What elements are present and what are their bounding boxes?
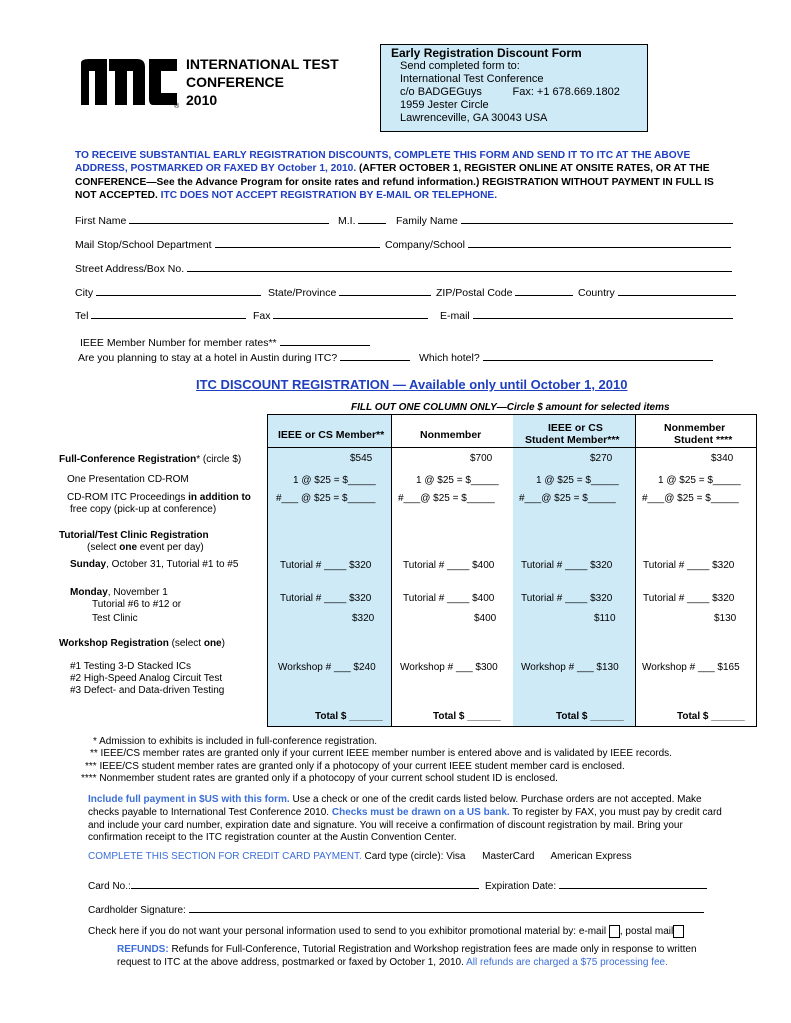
cdrom-cell[interactable]: 1 @ $25 = $_____ xyxy=(536,475,619,486)
expiration-field[interactable]: Expiration Date: xyxy=(485,878,707,892)
total-cell[interactable]: Total $ ______ xyxy=(315,711,383,722)
sunday-tutorial[interactable]: Tutorial # ____ $400 xyxy=(403,560,495,571)
workshop-cell[interactable]: Workshop # ___ $130 xyxy=(521,662,619,673)
cdrom-cell[interactable]: 1 @ $25 = $_____ xyxy=(293,475,376,486)
payment-instructions: Include full payment in $US with this form. Use a check or one of the credit cards listed below. Purchase orders are not accepted. Make checks payable to International Test Conference 2010. Checks must be drawn on a US bank. To register by FAX, you must pay by credit card and include your card number, expiration date and signature. You will receive a confirmation of discount registration by mail. Bring your confirmation receipt to the ITC registration counter at the Austin Convention Center. xyxy=(88,794,722,844)
full-price[interactable]: $700 xyxy=(470,453,493,464)
early-box-heading: Early Registration Discount Form xyxy=(391,46,582,60)
itc-logo xyxy=(79,57,179,107)
section-title: ITC DISCOUNT REGISTRATION — Available only until October 1, 2010 xyxy=(196,377,628,392)
mi-field[interactable]: M.I. xyxy=(338,213,386,227)
monday-tutorial[interactable]: Tutorial # ____ $320 xyxy=(521,593,613,604)
refunds-text: REFUNDS: Refunds for Full-Conference, Tutorial Registration and Workshop registration fees are made only in response to written request to ITC at the above address, postmarked or faxed by October 1, 2010. All refunds are charged a $75 processing fee. xyxy=(117,944,697,968)
early-box-line: Send completed form to: xyxy=(400,60,520,72)
footnote: ** IEEE/CS member rates are granted only if your current IEEE member number is entered above and is validated by IEEE records. xyxy=(90,748,672,759)
row-cdrom: One Presentation CD-ROM xyxy=(67,474,189,485)
col-header: Nonmember xyxy=(420,429,482,441)
header-divider xyxy=(268,447,756,448)
full-price[interactable]: $545 xyxy=(350,453,373,464)
zip-field[interactable]: ZIP/Postal Code xyxy=(436,285,573,299)
ieee-number-field[interactable]: IEEE Member Number for member rates** xyxy=(80,335,370,349)
workshop-cell[interactable]: Workshop # ___ $240 xyxy=(278,662,376,673)
proceedings-cell[interactable]: #___@ $25 = $_____ xyxy=(398,493,495,504)
family-name-field[interactable]: Family Name xyxy=(396,213,733,227)
row-tutorial-heading: Tutorial/Test Clinic Registration xyxy=(59,530,209,541)
card-type-line[interactable]: COMPLETE THIS SECTION FOR CREDIT CARD PAYMENT. Card type (circle): Visa MasterCard American Express xyxy=(88,851,632,862)
total-cell[interactable]: Total $ ______ xyxy=(677,711,745,722)
proceedings-cell[interactable]: #___@ $25 = $_____ xyxy=(642,493,739,504)
street-field[interactable]: Street Address/Box No. xyxy=(75,261,732,275)
row-test-clinic: Test Clinic xyxy=(92,613,138,624)
full-price[interactable]: $270 xyxy=(590,453,613,464)
cdrom-cell[interactable]: 1 @ $25 = $_____ xyxy=(658,475,741,486)
early-registration-box xyxy=(380,44,648,132)
fax-field[interactable]: Fax xyxy=(253,308,428,322)
clinic-price[interactable]: $130 xyxy=(714,613,737,624)
cdrom-cell[interactable]: 1 @ $25 = $_____ xyxy=(416,475,499,486)
row-workshop-heading: Workshop Registration (select one) xyxy=(59,638,225,649)
row-proceedings-note: free copy (pick-up at conference) xyxy=(70,504,217,515)
registration-table xyxy=(267,414,757,727)
row-full-conference: Full-Conference Registration* (circle $) xyxy=(59,454,242,465)
row-monday: Monday, November 1 xyxy=(70,587,168,598)
row-workshop-1: #1 Testing 3-D Stacked ICs xyxy=(70,661,191,672)
full-price[interactable]: $340 xyxy=(711,453,734,464)
total-cell[interactable]: Total $ ______ xyxy=(556,711,624,722)
early-box-line: 1959 Jester Circle xyxy=(400,99,489,111)
mail-stop-field[interactable]: Mail Stop/School Department xyxy=(75,237,380,251)
email-field[interactable]: E-mail xyxy=(440,308,733,322)
workshop-cell[interactable]: Workshop # ___ $300 xyxy=(400,662,498,673)
early-box-line: c/o BADGEGuys Fax: +1 678.669.1802 xyxy=(400,86,620,98)
col-header: IEEE or CS Member** xyxy=(278,429,385,441)
total-cell[interactable]: Total $ ______ xyxy=(433,711,501,722)
sunday-tutorial[interactable]: Tutorial # ____ $320 xyxy=(280,560,372,571)
footnote: **** Nonmember student rates are granted only if a photocopy of your current school student ID is enclosed. xyxy=(81,773,558,784)
sunday-tutorial[interactable]: Tutorial # ____ $320 xyxy=(643,560,735,571)
row-proceedings: CD-ROM ITC Proceedings in addition to xyxy=(67,492,251,503)
col-header: Nonmember xyxy=(664,422,726,434)
registered-mark: ® xyxy=(174,103,180,110)
col-header: IEEE or CS xyxy=(548,422,603,434)
col-header: Student **** xyxy=(674,434,733,446)
state-field[interactable]: State/Province xyxy=(268,285,431,299)
card-number-field[interactable]: Card No.: xyxy=(88,878,479,892)
postal-checkbox[interactable] xyxy=(673,925,684,938)
conference-title: INTERNATIONAL TEST CONFERENCE 2010 xyxy=(186,56,339,108)
intro-text: TO RECEIVE SUBSTANTIAL EARLY REGISTRATION DISCOUNTS, COMPLETE THIS FORM AND SEND IT TO ITC AT THE ABOVE ADDRESS, POSTMARKED OR FAXED BY October 1, 2010. (AFTER OCTOBER 1, REGISTER ONLINE AT ONSITE RATES, OR AT THE CONFERENCE—See the Advance Program for onsite rates and refund information.) REGISTRATION WITHOUT PAYMENT IN FULL IS NOT ACCEPTED. ITC DOES NOT ACCEPT REGISTRATION BY E-MAIL OR TELEPHONE. xyxy=(75,150,714,202)
opt-out-line: Check here if you do not want your personal information used to send to you exhibitor promotional material by: e-mail , postal mail xyxy=(88,925,684,938)
footnote: *** IEEE/CS student member rates are granted only if a photocopy of your current IEEE student member card is enclosed. xyxy=(85,761,625,772)
first-name-field[interactable]: First Name xyxy=(75,213,329,227)
monday-tutorial[interactable]: Tutorial # ____ $320 xyxy=(643,593,735,604)
which-hotel-field[interactable]: Which hotel? xyxy=(419,350,713,364)
workshop-cell[interactable]: Workshop # ___ $165 xyxy=(642,662,740,673)
email-checkbox[interactable] xyxy=(609,925,620,938)
early-box-line: Lawrenceville, GA 30043 USA xyxy=(400,112,548,124)
sunday-tutorial[interactable]: Tutorial # ____ $320 xyxy=(521,560,613,571)
row-sunday: Sunday, October 31, Tutorial #1 to #5 xyxy=(70,559,239,570)
clinic-price[interactable]: $110 xyxy=(594,613,616,624)
clinic-price[interactable]: $400 xyxy=(474,613,497,624)
row-monday-tutorials: Tutorial #6 to #12 or xyxy=(92,599,182,610)
signature-field[interactable]: Cardholder Signature: xyxy=(88,902,704,916)
col-header: Student Member*** xyxy=(525,434,620,446)
proceedings-cell[interactable]: #___ @ $25 = $_____ xyxy=(276,493,376,504)
early-box-line: International Test Conference xyxy=(400,73,544,85)
company-field[interactable]: Company/School xyxy=(385,237,731,251)
proceedings-cell[interactable]: #___@ $25 = $_____ xyxy=(519,493,616,504)
hotel-question-field[interactable]: Are you planning to stay at a hotel in Austin during ITC? xyxy=(78,350,410,364)
clinic-price[interactable]: $320 xyxy=(352,613,375,624)
row-workshop-2: #2 High-Speed Analog Circuit Test xyxy=(70,673,223,684)
footnote: * Admission to exhibits is included in full-conference registration. xyxy=(93,736,378,747)
country-field[interactable]: Country xyxy=(578,285,736,299)
row-workshop-3: #3 Defect- and Data-driven Testing xyxy=(70,685,225,696)
monday-tutorial[interactable]: Tutorial # ____ $320 xyxy=(280,593,372,604)
city-field[interactable]: City xyxy=(75,285,261,299)
monday-tutorial[interactable]: Tutorial # ____ $400 xyxy=(403,593,495,604)
tel-field[interactable]: Tel xyxy=(75,308,246,322)
section-subtitle: FILL OUT ONE COLUMN ONLY—Circle $ amount for selected items xyxy=(351,402,670,413)
row-tutorial-sub: (select one event per day) xyxy=(87,542,204,553)
